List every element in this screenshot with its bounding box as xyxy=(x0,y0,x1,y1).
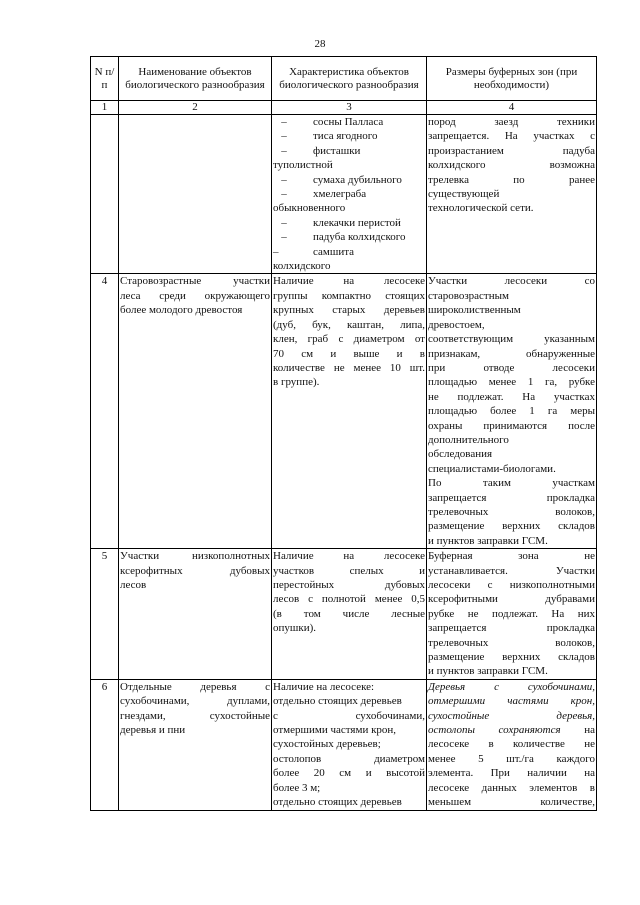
header-row xyxy=(91,57,597,101)
index-cell: 2 xyxy=(119,101,272,115)
species-item: – тиса ягодного xyxy=(273,130,378,143)
buffer-line: запрещается. На участках с xyxy=(428,130,595,143)
buffer-line: трелевка по ранее xyxy=(428,173,595,186)
species-item: – клекачки перистой xyxy=(273,216,401,229)
index-cell: 1 xyxy=(91,101,119,115)
name-cell: Старовозрастные участки леса среди окружающего более молодого древостоя xyxy=(119,274,272,549)
header-num: N п/п xyxy=(91,57,119,101)
buffer-cell: Участки лесосеки со старовозрастным широколиственным древостоем, соответствующим указанным признакам, обнаруженные при отводе лесосеки площадью менее 1 га, рубке не подлежат. На участках площадью более 1 га меры охраны принимаются после дополнительного обследования специалистами-биологами. По таким участкам запрещается прокладка трелевочных волоков, размещение верхних складов и пунктов заправки ГСМ. xyxy=(428,275,595,547)
name-cell: Участки низкополнотных ксерофитных дубовых лесов xyxy=(119,549,272,680)
characteristic-cell: Наличие на лесосеке группы компактно стоящих крупных старых деревьев (дуб, бук, каштан, липа, клен, граб с диаметром от 70 см и выше и в количестве не менее 10 шт. в группе). xyxy=(272,274,427,549)
table-row xyxy=(91,679,597,810)
species-item: – падуба колхидского xyxy=(273,231,406,244)
species-item: – сумаха дубильного xyxy=(273,173,402,186)
page-number: 28 xyxy=(314,38,326,50)
characteristic-cell: Наличие на лесосеке участков спелых и перестойных дубовых лесов с полнотой менее 0,5 (в том числе лесные опушки). xyxy=(272,549,427,680)
species-wrap: колхидского xyxy=(273,260,331,273)
buffer-cell: Буферная зона не устанавливается. Участки лесосеки с низкополнотными ксерофитными дубравами рубке не подлежат. На них запрещается прокладка трелевочных волоков, размещение верхних складов и пунктов заправки ГСМ. xyxy=(428,550,595,678)
buffer-line: произрастанием падуба xyxy=(428,144,595,157)
name-cell: Отдельные деревья с сухобочинами, дуплами, гнездами, сухостойные деревья и пни xyxy=(119,679,272,810)
num-cell: 5 xyxy=(91,549,119,680)
index-cell: 3 xyxy=(272,101,427,115)
header-characteristic: Характеристика объектов биологического разнообразия xyxy=(272,57,427,101)
header-name: Наименование объектов биологического разнообразия xyxy=(119,57,272,101)
buffer-line: пород заезд техники xyxy=(428,116,595,128)
species-wrap: туполистной xyxy=(273,159,333,172)
name-cell xyxy=(119,115,272,274)
species-item: – хмелеграба xyxy=(273,188,367,201)
index-cell: 4 xyxy=(427,101,597,115)
table-row xyxy=(91,115,597,274)
buffer-line: существующей xyxy=(428,188,500,201)
species-wrap: обыкновенного xyxy=(273,202,346,215)
num-cell: 6 xyxy=(91,679,119,810)
species-item: – самшита xyxy=(273,245,355,258)
buffer-line: колхидского возможна xyxy=(428,159,595,172)
buffer-cell xyxy=(427,115,597,274)
buffer-cell: Деревья с сухобочинами, отмершими частями крон, сухостойные деревья, остолопы сохраняются на лесосеке в количестве не менее 5 шт./га каждого элемента. При наличии на лесосеке данных элементов в меньшем количестве, xyxy=(428,680,595,809)
table-row xyxy=(91,549,597,680)
table-row xyxy=(91,274,597,549)
biodiversity-table xyxy=(90,56,597,811)
species-item: – фисташки xyxy=(273,144,361,157)
buffer-mixed-line: остолопы сохраняются на xyxy=(428,724,595,737)
header-buffer: Размеры буферных зон (при необходимости) xyxy=(427,57,597,101)
buffer-line: технологической сети. xyxy=(428,202,534,215)
species-item: – сосны Палласа xyxy=(273,116,384,128)
num-cell xyxy=(91,115,119,274)
index-row xyxy=(91,101,597,115)
num-cell: 4 xyxy=(91,274,119,549)
characteristic-cell: Наличие на лесосеке: отдельно стоящих деревьев с сухобочинами, отмершими частями крон, сухостойных деревьев; остолопов диаметром более 20 см и высотой более 3 м; отдельно стоящих деревьев xyxy=(273,680,425,809)
characteristic-cell xyxy=(272,115,427,274)
